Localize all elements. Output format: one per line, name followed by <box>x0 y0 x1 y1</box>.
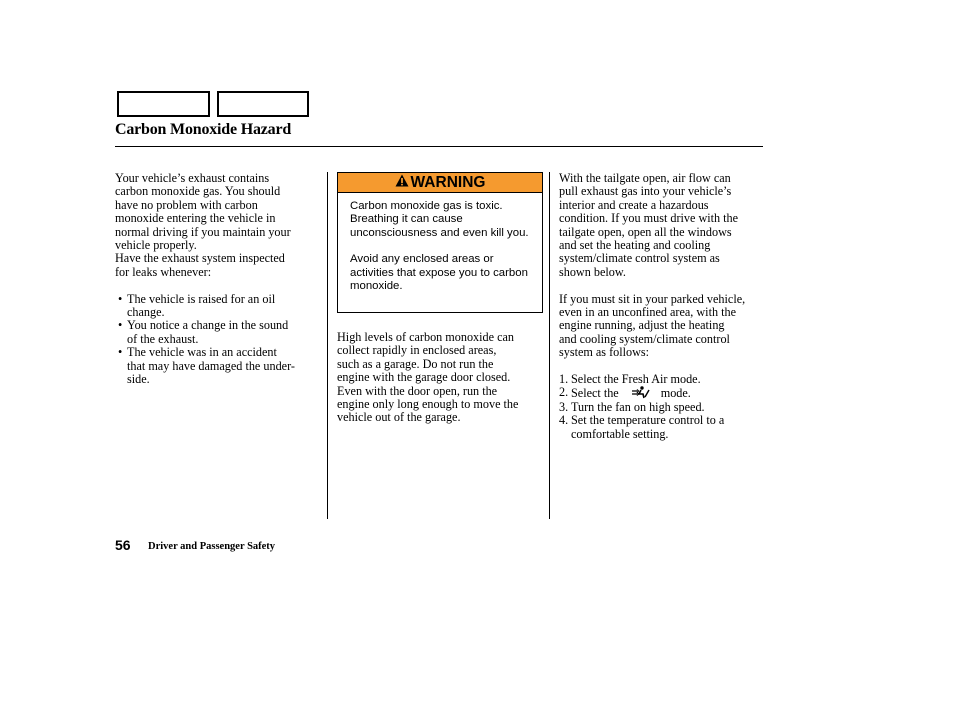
tailgate-paragraph: With the tailgate open, air flow can pull exhaust gas into your vehicle’s interior and create a hazardous condition. If you must drive with the tailgate open, open all the windows and set the heating and cooling system/climate control system as shown below. <box>559 171 739 279</box>
floor-vent-mode-icon <box>630 386 652 399</box>
climate-steps-list <box>559 373 769 441</box>
list-item: 4. Set the temperature control to a comfortable setting. <box>559 413 725 441</box>
list-item: • The vehicle was in an accident that may have damaged the under- side. <box>118 345 295 387</box>
inspection-bullet-list <box>115 293 321 387</box>
right-column <box>559 172 769 441</box>
exhaust-intro-paragraph: Your vehicle’s exhaust contains carbon monoxide gas. You should have no problem with carbon monoxide entering the vehicle in normal driving if you maintain your vehicle properly. Have the exhaust system inspected for leaks whenever: <box>115 171 291 279</box>
column-divider <box>549 172 550 519</box>
nav-button-next[interactable] <box>217 91 309 117</box>
warning-header <box>338 173 542 193</box>
list-item: 3. Turn the fan on high speed. <box>559 399 705 414</box>
warning-text: Avoid any enclosed areas or activities that expose you to carbon monoxide. <box>350 253 528 293</box>
warning-box <box>337 172 543 313</box>
warning-label: WARNING <box>410 173 486 191</box>
warning-triangle-icon <box>395 174 411 192</box>
garage-paragraph: High levels of carbon monoxide can collect rapidly in enclosed areas, such as a garage. Do not run the engine with the garage door closed. Even with the door open, run the engine only long enough to move the vehicle out of the garage. <box>337 330 519 425</box>
column-divider <box>327 172 328 519</box>
middle-column <box>337 331 543 425</box>
page-number: 56 <box>115 537 131 553</box>
nav-button-previous[interactable] <box>117 91 210 117</box>
title-rule <box>115 146 763 147</box>
section-name: Driver and Passenger Safety <box>148 541 276 552</box>
list-item: 2. Select the mode. <box>559 385 691 401</box>
left-column <box>115 172 321 386</box>
list-item: • The vehicle is raised for an oil change. <box>118 291 276 320</box>
page-title: Carbon Monoxide Hazard <box>115 121 292 138</box>
parked-vehicle-paragraph: If you must sit in your parked vehicle, even in an unconfined area, with the engine running, adjust the heating and cooling system/climate control system as follows: <box>559 291 746 360</box>
list-item: • You notice a change in the sound of the exhaust. <box>118 318 289 346</box>
warning-text: Carbon monoxide gas is toxic. Breathing it can cause unconsciousness and even kill you. <box>350 200 529 239</box>
list-item: 1. Select the Fresh Air mode. <box>559 372 701 387</box>
